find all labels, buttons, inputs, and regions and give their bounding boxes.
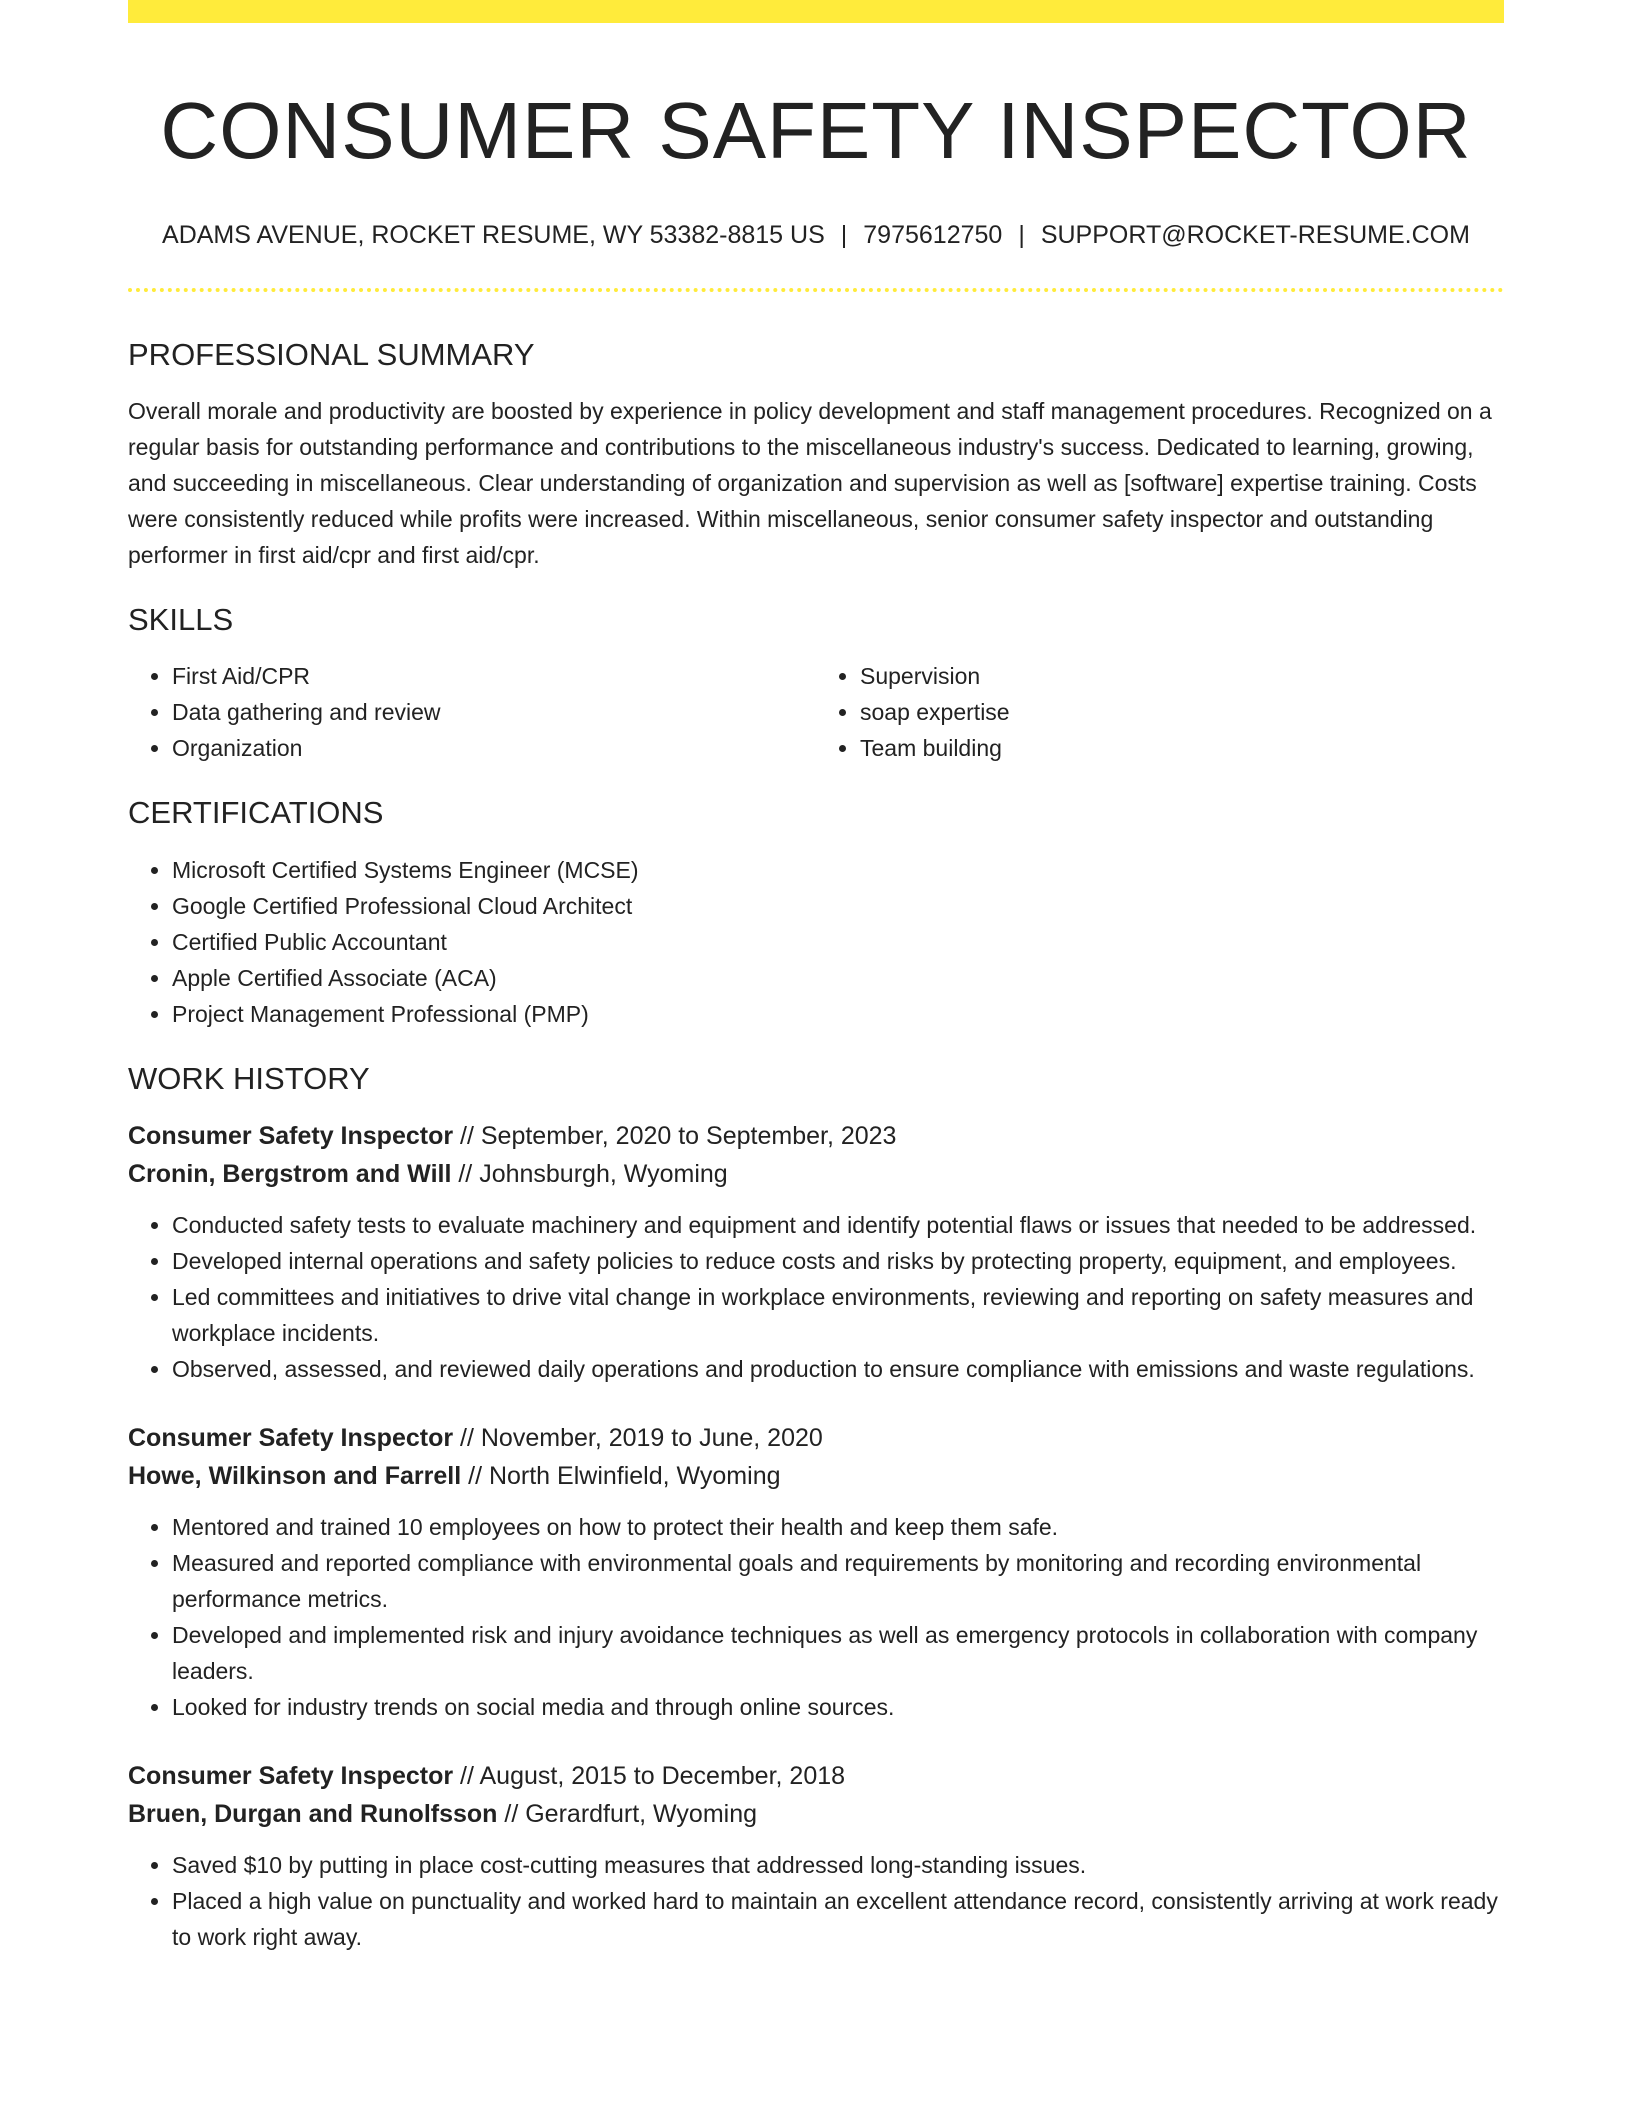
skills-section <box>128 601 1504 766</box>
contact-email: SUPPORT@ROCKET-RESUME.COM <box>1040 221 1470 249</box>
dotted-divider <box>128 288 1504 292</box>
certification-item: • Project Management Professional (PMP) <box>172 996 1504 1032</box>
skill-item: • Supervision <box>860 658 1504 694</box>
summary-text: Overall morale and productivity are boosted by experience in policy development and staff management procedures. Recognized on a regular basis for outstanding performance and contributions to the miscellaneous industry's success. Dedicated to learning, growing, and succeeding in miscellaneous. Clear understanding of organization and supervision as well as [software] expertise training. Costs were consistently reduced while profits were increased. Within miscellaneous, senior consumer safety inspector and outstanding performer in first aid/cpr and first aid/cpr. <box>128 398 1492 569</box>
job-bullets <box>128 1847 1504 1955</box>
skills-list-right <box>816 658 1504 766</box>
job-title: Consumer Safety Inspector <box>128 1121 454 1150</box>
job-bullet: • Developed internal operations and safety policies to reduce costs and risks by protecting property, equipment, and employees. <box>172 1243 1504 1279</box>
summary-section <box>128 336 1504 573</box>
job-company: Cronin, Bergstrom and Will <box>128 1159 452 1188</box>
job-bullet: • Mentored and trained 10 employees on how to protect their health and keep them safe. <box>172 1509 1504 1545</box>
job-company-line <box>128 1155 1504 1193</box>
job-bullet: • Saved $10 by putting in place cost-cutting measures that addressed long-standing issues. <box>172 1847 1504 1883</box>
top-accent-bar <box>128 0 1504 23</box>
skills-column-left <box>128 658 816 766</box>
resume-name: CONSUMER SAFETY INSPECTOR <box>160 86 1472 175</box>
certifications-section <box>128 794 1504 1031</box>
job-bullet: • Led committees and initiatives to drive vital change in workplace environments, reviewing and reporting on safety measures and workplace incidents. <box>172 1279 1504 1351</box>
job-company-line <box>128 1795 1504 1833</box>
job-title: Consumer Safety Inspector <box>128 1761 454 1790</box>
job-bullets <box>128 1509 1504 1725</box>
certifications-list <box>128 852 1504 1032</box>
contact-separator: | <box>840 221 848 249</box>
job-title: Consumer Safety Inspector <box>128 1423 454 1452</box>
job-entry <box>128 1117 1504 1387</box>
skill-item: • Team building <box>860 730 1504 766</box>
certification-item: • Microsoft Certified Systems Engineer (MCSE) <box>172 852 1504 888</box>
contact-separator: | <box>1018 221 1025 249</box>
job-dates: // August, 2015 to December, 2018 <box>453 1761 846 1790</box>
skill-item: • Data gathering and review <box>172 694 816 730</box>
contact-phone: 7975612750 <box>863 221 1003 249</box>
job-entry <box>128 1419 1504 1725</box>
skills-list-left <box>128 658 816 766</box>
job-company: Bruen, Durgan and Runolfsson <box>128 1799 498 1828</box>
certification-item: • Google Certified Professional Cloud Architect <box>172 888 1504 924</box>
job-dates: // November, 2019 to June, 2020 <box>453 1423 823 1452</box>
skills-heading: SKILLS <box>128 602 234 638</box>
work-history-heading: WORK HISTORY <box>128 1060 370 1096</box>
contact-address: ADAMS AVENUE, ROCKET RESUME, WY 53382-8815 US <box>162 221 825 249</box>
job-bullet: • Measured and reported compliance with environmental goals and requirements by monitoring and recording environmental performance metrics. <box>172 1545 1504 1617</box>
skill-item: • soap expertise <box>860 694 1504 730</box>
job-bullet: • Developed and implemented risk and injury avoidance techniques as well as emergency protocols in collaboration with company leaders. <box>172 1617 1504 1689</box>
work-history-section <box>128 1060 1504 1955</box>
job-location: // Gerardfurt, Wyoming <box>497 1799 758 1828</box>
summary-heading: PROFESSIONAL SUMMARY <box>128 337 535 372</box>
job-entry <box>128 1757 1504 1955</box>
job-bullet: • Placed a high value on punctuality and worked hard to maintain an excellent attendance record, consistently arriving at work ready to work right away. <box>172 1883 1504 1955</box>
job-location: // North Elwinfield, Wyoming <box>461 1461 781 1490</box>
job-dates: // September, 2020 to September, 2023 <box>453 1121 897 1150</box>
skill-item: • First Aid/CPR <box>172 658 816 694</box>
job-bullet: • Looked for industry trends on social media and through online sources. <box>172 1689 1504 1725</box>
job-title-line <box>128 1117 1504 1155</box>
job-company-line <box>128 1457 1504 1495</box>
skills-column-right <box>816 658 1504 766</box>
contact-line <box>128 221 1504 250</box>
certification-item: • Certified Public Accountant <box>172 924 1504 960</box>
job-bullet: • Observed, assessed, and reviewed daily operations and production to ensure compliance with emissions and waste regulations. <box>172 1351 1504 1387</box>
job-title-line <box>128 1419 1504 1457</box>
job-title-line <box>128 1757 1504 1795</box>
resume-page <box>128 0 1504 1955</box>
job-location: // Johnsburgh, Wyoming <box>451 1159 728 1188</box>
skill-item: • Organization <box>172 730 816 766</box>
skills-grid <box>128 658 1504 766</box>
job-bullets <box>128 1207 1504 1387</box>
certification-item: • Apple Certified Associate (ACA) <box>172 960 1504 996</box>
job-bullet: • Conducted safety tests to evaluate machinery and equipment and identify potential flaws or issues that needed to be addressed. <box>172 1207 1504 1243</box>
job-company: Howe, Wilkinson and Farrell <box>128 1461 462 1490</box>
certifications-heading: CERTIFICATIONS <box>128 795 384 831</box>
